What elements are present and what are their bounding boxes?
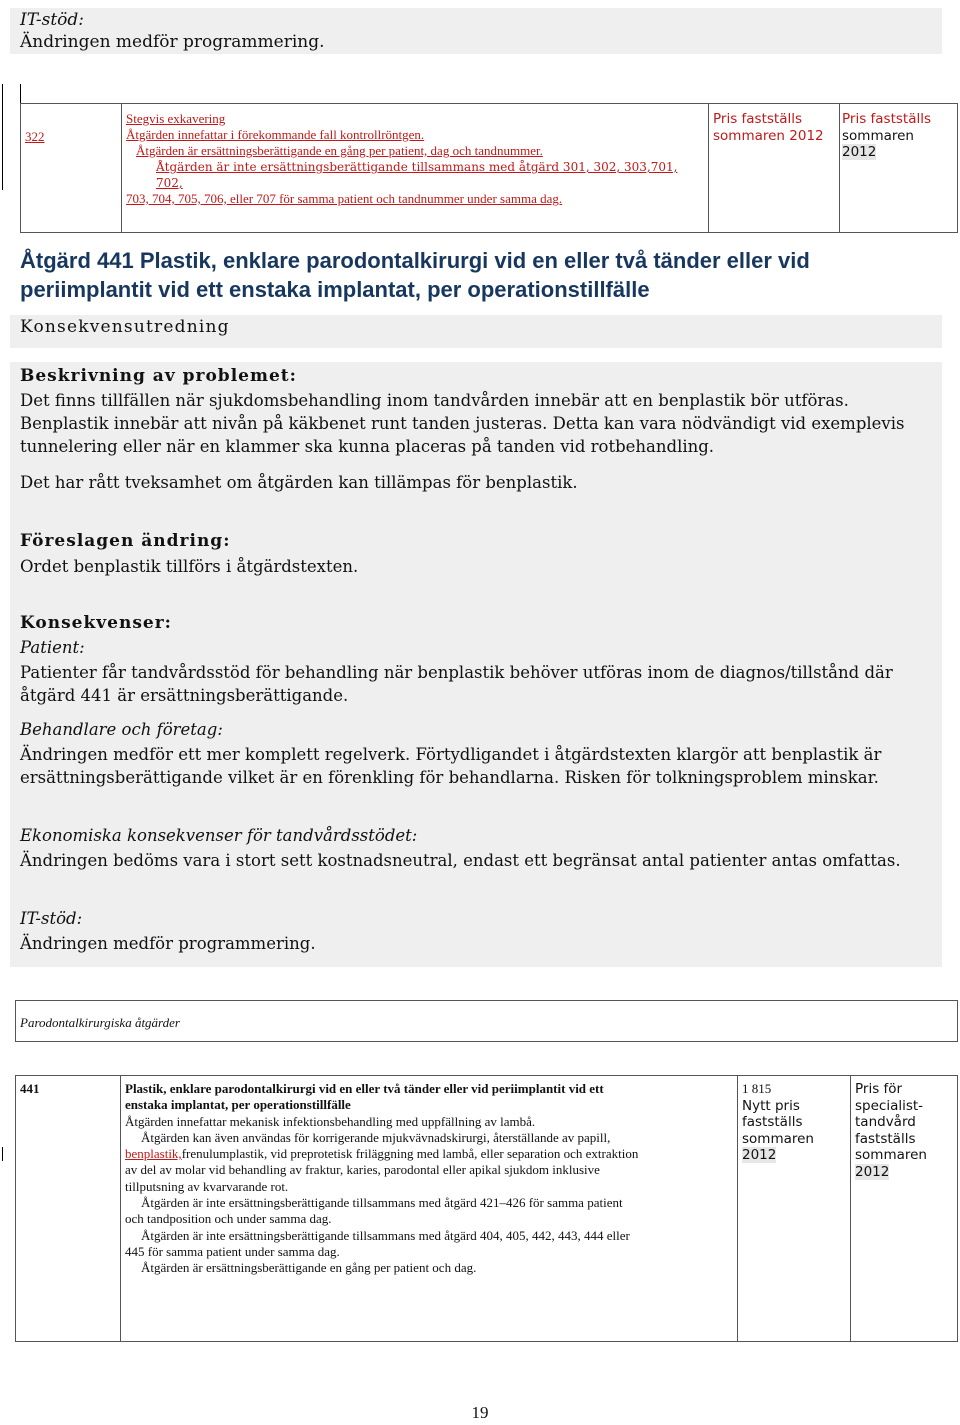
description-line: av del av molar vid behandling av fraktur, karies, parodontal eller apikal sjukdom inklusive (125, 1162, 600, 1178)
description-line: Åtgärden är inte ersättningsberättigande tillsammans med åtgärd 421–426 för samma patient (141, 1195, 623, 1211)
description-line (126, 191, 706, 207)
category-header-table (15, 1000, 958, 1042)
change-bar (2, 84, 3, 190)
price-general (713, 111, 824, 144)
it-support-text: Ändringen medför programmering. (20, 934, 316, 953)
price-line: sommaren 2012 (713, 127, 824, 144)
procedure-description (126, 111, 706, 207)
consequence-analysis-box (10, 315, 942, 967)
description-line: tillputsning av kvarvarande rot. (125, 1178, 289, 1194)
price-year: 2012 (842, 144, 877, 160)
price-value: 1 815 (742, 1081, 772, 1096)
divider (10, 348, 942, 362)
code-list: 703, 704, 705, 706, (126, 191, 227, 206)
price-line: fastställs (742, 1114, 803, 1130)
code-cell (21, 104, 122, 232)
problem-text: Det finns tillfällen när sjukdomsbehandling inom tandvården innebär att en benplastik bör utföras. Benplastik innebär att nivån på käkbenet runt tanden justeras. Detta kan vara nödvändigt vid exemplevis tunnelering eller när en klammer ska kunna placeras på tanden vid rotbehandling. (20, 391, 905, 456)
problem-label: Beskrivning av problemet: (20, 366, 297, 386)
description-text: frenulumplastik, vid preprotetisk friläggning med lambå, eller separation och extraktion (181, 1146, 639, 1162)
inserted-word: benplastik, (125, 1146, 182, 1162)
description-line: 445 för samma patient under samma dag. (125, 1243, 340, 1259)
description-line: Åtgärden innefattar i förekommande fall kontrollröntgen. (126, 127, 425, 142)
it-support-box-top (10, 8, 942, 54)
description-line: och tandposition och under samma dag. (125, 1211, 332, 1227)
procedure-title: Stegvis exkavering (126, 111, 226, 126)
change-text: Ordet benplastik tillförs i åtgärdstexten. (20, 557, 359, 576)
page-number: 19 (471, 1403, 489, 1422)
price-line: specialist- (855, 1097, 924, 1114)
description-line: Åtgärden kan även användas för korrigerande mjukvävnadskirurgi, återställande av papill, (141, 1129, 611, 1145)
price-cell (738, 1076, 851, 1341)
it-support-label: IT-stöd: (20, 10, 85, 30)
price-line (842, 144, 931, 161)
section-heading: Åtgärd 441 Plastik, enklare parodontalkirurgi vid en eller två tänder eller vid periimplantit vid ett enstaka implantat, per operationstillfälle (20, 248, 810, 302)
price-line: sommaren (842, 127, 914, 144)
change-bar (20, 84, 21, 104)
description-line: Åtgärden är inte ersättningsberättigande tillsammans med åtgärd 301, 302, 303,701, 702, (156, 160, 678, 190)
description-line (125, 1146, 737, 1162)
price-line (855, 1164, 927, 1181)
consequences-label: Konsekvenser: (20, 613, 172, 633)
category-header: Parodontalkirurgiska åtgärder (20, 1015, 180, 1030)
code-list: eller 707 (226, 191, 276, 206)
description-line: Åtgärden är ersättningsberättigande en gång per patient, dag och tandnummer. (136, 143, 543, 158)
price-specialist-cell (840, 104, 956, 232)
price-line: Pris fastställs (842, 111, 932, 127)
price-general (742, 1081, 814, 1164)
procedure-title: enstaka implantat, per operationstillfälle (125, 1097, 351, 1113)
procedure-description (125, 1081, 737, 1277)
code-list: för samma patient och tandnummer under samma dag. (275, 191, 563, 206)
provider-text: Ändringen medför ett mer komplett regelverk. Förtydligandet i åtgärdstexten klargör att benplastik är ersättningsberättigande vilket är en förenkling för behandlarna. Risken för tolkningsproblem minskar. (20, 745, 882, 787)
provider-label: Behandlare och företag: (20, 720, 223, 739)
patient-text: Patienter får tandvårdsstöd för behandling när benplastik behöver utföras inom de diagnos/tillstånd där åtgärd 441 är ersättningsberättigande. (20, 663, 893, 705)
procedure-title: Plastik, enklare parodontalkirurgi vid en eller två tänder eller vid periimplantit vid ett (125, 1081, 604, 1096)
code-cell (16, 1076, 121, 1341)
procedure-table-441 (15, 1075, 958, 1342)
procedure-code: 322 (25, 129, 45, 144)
price-line: sommaren (742, 1130, 814, 1147)
description-line: Åtgärden är ersättningsberättigande en gång per patient och dag. (141, 1260, 477, 1276)
price-line: tandvård (855, 1114, 916, 1130)
change-bar (2, 1147, 3, 1161)
procedure-table-322 (20, 103, 958, 233)
problem-text-2: Det har rått tveksamhet om åtgärden kan tillämpas för benplastik. (20, 473, 578, 492)
price-line: sommaren (855, 1147, 927, 1163)
description-cell (121, 1076, 738, 1341)
consequence-analysis-title: Konsekvensutredning (20, 317, 230, 337)
price-line: Nytt pris (742, 1097, 800, 1114)
patient-label: Patient: (20, 638, 85, 657)
price-specialist (842, 111, 931, 161)
price-year: 2012 (742, 1147, 777, 1163)
change-label: Föreslagen ändring: (20, 531, 231, 551)
it-support-text: Ändringen medför programmering. (20, 32, 325, 52)
price-line: Pris för (855, 1081, 903, 1097)
price-year: 2012 (855, 1163, 890, 1180)
price-specialist-cell (851, 1076, 957, 1341)
price-specialist (855, 1081, 927, 1180)
description-line: Åtgärden innefattar mekanisk infektionsbehandling med uppfällning av lambå. (125, 1113, 536, 1129)
description-cell (122, 104, 709, 232)
description-line: Åtgärden är inte ersättningsberättigande tillsammans med åtgärd 404, 405, 442, 443, 444 eller (141, 1227, 630, 1243)
economic-text: Ändringen bedöms vara i stort sett kostnadsneutral, endast ett begränsat antal patienter antas omfattas. (20, 851, 901, 870)
price-line (742, 1147, 814, 1164)
price-cell (709, 104, 840, 232)
it-support-label: IT-stöd: (20, 909, 83, 928)
price-line: Pris fastställs (713, 111, 803, 127)
procedure-code: 441 (20, 1081, 40, 1096)
price-line: fastställs (855, 1130, 916, 1147)
economic-label: Ekonomiska konsekvenser för tandvårdsstödet: (20, 826, 418, 845)
